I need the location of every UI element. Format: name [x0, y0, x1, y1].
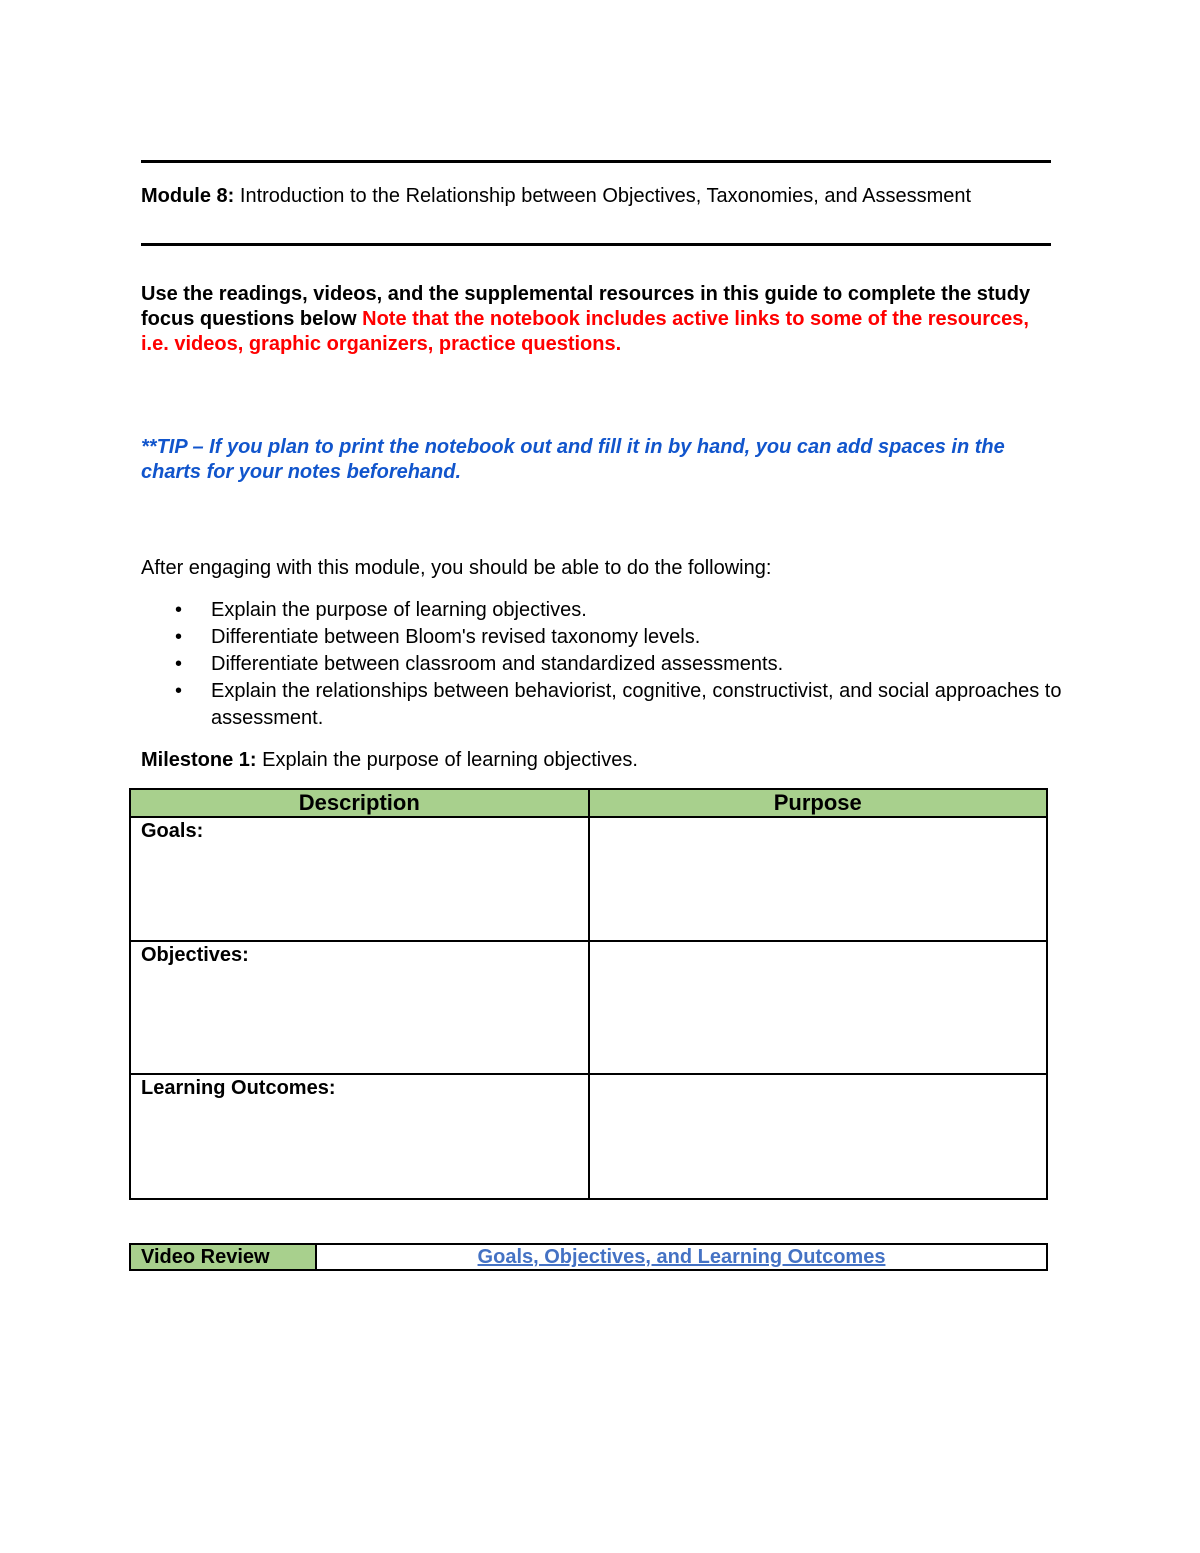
instructions-text: Use the readings, videos, and the supplemental resources in this guide to complete the study focus questions below [141, 283, 1031, 330]
milestone-table [129, 788, 1048, 1200]
bottom-divider [141, 243, 1051, 246]
module-label: Module 8: [141, 185, 235, 207]
objective-text: Differentiate between classroom and standardized assessments. [211, 653, 784, 675]
objective-text: Explain the relationships between behaviorist, cognitive, constructivist, and social approaches to assessment. [211, 680, 1062, 729]
list-item [175, 624, 1081, 651]
video-review-link[interactable]: Goals, Objectives, and Learning Outcomes [316, 1244, 1047, 1270]
intro-text: After engaging with this module, you should be able to do the following: [141, 557, 772, 579]
table-header-row [130, 789, 1047, 817]
objectives-list [141, 597, 1081, 732]
milestone-text: Explain the purpose of learning objectives. [256, 749, 638, 771]
list-item [175, 651, 1081, 678]
table-row [130, 941, 1047, 1074]
instructions-note: Note that the notebook includes active links to some of the resources, i.e. videos, graphic organizers, practice questions. [141, 308, 1029, 355]
instructions [141, 282, 1056, 357]
video-review-table [129, 1243, 1048, 1271]
row-label-goals: Goals: [130, 817, 589, 941]
table-row [130, 817, 1047, 941]
cell-outcomes-purpose[interactable] [589, 1074, 1048, 1199]
row-label-outcomes: Learning Outcomes: [130, 1074, 589, 1199]
tip-text: **TIP – If you plan to print the notebook out and fill it in by hand, you can add spaces in the charts for your notes beforehand. [141, 436, 1005, 483]
header-description: Description [130, 789, 589, 817]
bullet-icon: • [175, 680, 183, 702]
cell-goals-purpose[interactable] [589, 817, 1048, 941]
objective-text: Explain the purpose of learning objectives. [211, 599, 587, 621]
header-purpose: Purpose [589, 789, 1048, 817]
top-divider [141, 160, 1051, 163]
video-review-label: Video Review [130, 1244, 316, 1270]
objective-text: Differentiate between Bloom's revised taxonomy levels. [211, 626, 701, 648]
bullet-icon: • [175, 599, 183, 621]
list-item [175, 597, 1081, 624]
bullet-icon: • [175, 653, 183, 675]
row-label-objectives: Objectives: [130, 941, 589, 1074]
milestone-heading [141, 748, 1056, 773]
module-heading [141, 184, 1056, 209]
module-title: Introduction to the Relationship between Objectives, Taxonomies, and Assessment [234, 185, 972, 207]
table-row [130, 1074, 1047, 1199]
milestone-label: Milestone 1: [141, 749, 257, 771]
list-item [175, 678, 1081, 732]
bullet-icon: • [175, 626, 183, 648]
table-row [130, 1244, 1047, 1270]
cell-objectives-purpose[interactable] [589, 941, 1048, 1074]
